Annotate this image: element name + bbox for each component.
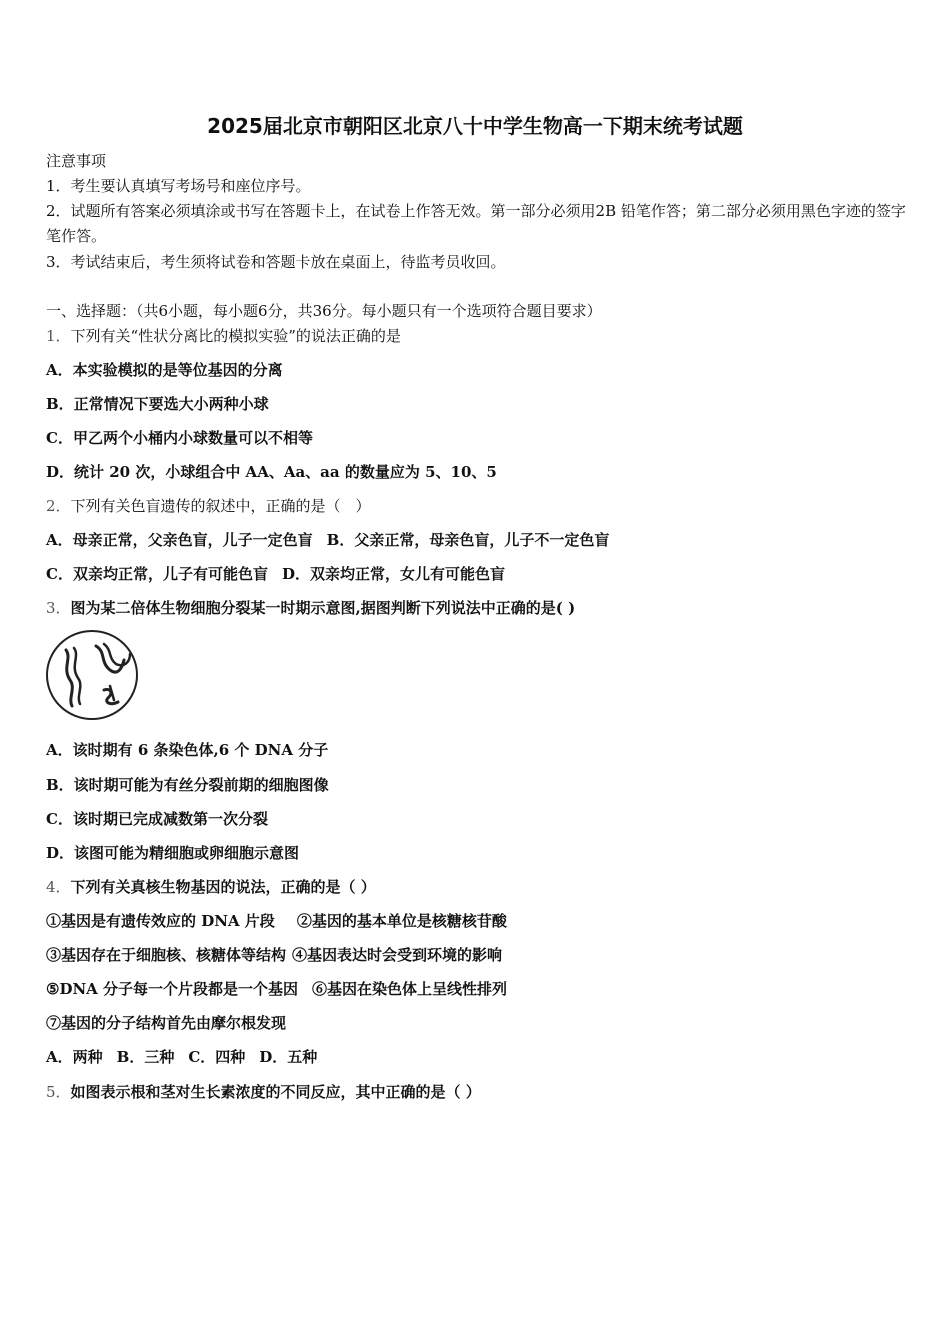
question-1 [46, 326, 401, 346]
q4-statement-7: ⑦基因的分子结构首先由摩尔根发现 [46, 1014, 287, 1032]
cell-membrane [47, 631, 137, 719]
chromosome-left-1 [66, 650, 72, 706]
notice-item-3: 3．考试结束后，考生须将试卷和答题卡放在桌面上，待监考员收回。 [46, 253, 506, 271]
notice-heading: 注意事项 [46, 152, 107, 170]
notice-item-2: 2．试题所有答案必须填涂或书写在答题卡上，在试卷上作答无效。第一部分必须用2B 铅笔作答；第二部分必须用黑色字迹的签字笔作答。 [46, 202, 906, 245]
q3-option-a: A．该时期有 6 条染色体,6 个 DNA 分子 [46, 741, 329, 759]
q4-statement-3: ③基因存在于细胞核、核糖体等结构 [46, 946, 287, 964]
q1-option-b: B．正常情况下要选大小两种小球 [46, 395, 269, 413]
q4-statement-1: ①基因是有遗传效应的 DNA 片段 [46, 912, 275, 930]
question-stem: 下列有关真核生物基因的说法，正确的是（ ） [70, 878, 376, 896]
question-stem: 图为某二倍体生物细胞分裂某一时期示意图,据图判断下列说法中正确的是( ) [70, 599, 576, 617]
q2-options-row-2 [46, 564, 505, 584]
chromosome-right-1 [96, 646, 124, 672]
q1-option-d: D．统计 20 次，小球组合中 AA、Aa、aa 的数量应为 5、10、5 [46, 463, 497, 481]
question-3 [46, 598, 575, 618]
notice-item-1: 1．考生要认真填写考场号和座位序号。 [46, 177, 311, 195]
question-5 [46, 1082, 481, 1102]
q2-option-a: A．母亲正常，父亲色盲，儿子一定色盲 [46, 531, 313, 549]
question-number: 4． [46, 878, 71, 896]
question-number: 1． [46, 327, 71, 345]
question-stem: 如图表示根和茎对生长素浓度的不同反应，其中正确的是（ ） [70, 1083, 481, 1101]
q4-statements-row-3 [46, 979, 507, 999]
q4-statement-5: ⑤DNA 分子每一个片段都是一个基因 [46, 980, 299, 998]
q4-statements-row-2 [46, 945, 502, 965]
q4-option-d: D．五种 [259, 1048, 318, 1066]
question-4 [46, 877, 376, 897]
question-number: 5． [46, 1083, 71, 1101]
question-number: 2． [46, 497, 71, 515]
q4-statement-4: ④基因表达时会受到环境的影响 [292, 946, 503, 964]
section-heading: 一、选择题：（共6小题，每小题6分，共36分。每小题只有一个选项符合题目要求） [46, 302, 602, 320]
q4-statements-row-1 [46, 911, 507, 931]
question-2 [46, 496, 371, 516]
q3-option-b: B．该时期可能为有丝分裂前期的细胞图像 [46, 776, 329, 794]
q1-option-c: C．甲乙两个小桶内小球数量可以不相等 [46, 429, 313, 447]
q2-option-b: B．父亲正常，母亲色盲，儿子不一定色盲 [326, 531, 610, 549]
exam-title: 2025届北京市朝阳区北京八十中学生物高一下期末统考试题 [207, 114, 743, 138]
q2-options-row-1 [46, 530, 609, 550]
q4-option-b: B．三种 [116, 1048, 175, 1066]
q4-statement-2: ②基因的基本单位是核糖核苷酸 [296, 912, 507, 930]
q4-statement-6: ⑥基因在染色体上呈线性排列 [312, 980, 508, 998]
q1-option-a: A．本实验模拟的是等位基因的分离 [46, 361, 283, 379]
q2-option-d: D．双亲均正常，女儿有可能色盲 [281, 565, 505, 583]
cell-division-figure [44, 628, 140, 722]
q4-option-c: C．四种 [188, 1048, 246, 1066]
q4-option-a: A．两种 [46, 1048, 103, 1066]
question-number: 3． [46, 599, 71, 617]
q3-option-d: D．该图可能为精细胞或卵细胞示意图 [46, 844, 300, 862]
q3-option-c: C．该时期已完成减数第一次分裂 [46, 810, 268, 828]
chromosome-left-2 [74, 648, 80, 704]
q2-option-c: C．双亲均正常，儿子有可能色盲 [46, 565, 268, 583]
question-stem: 下列有关色盲遗传的叙述中，正确的是（ ） [70, 497, 371, 515]
q4-options [46, 1047, 317, 1067]
question-stem: 下列有关“性状分离比的模拟实验”的说法正确的是 [70, 327, 401, 345]
